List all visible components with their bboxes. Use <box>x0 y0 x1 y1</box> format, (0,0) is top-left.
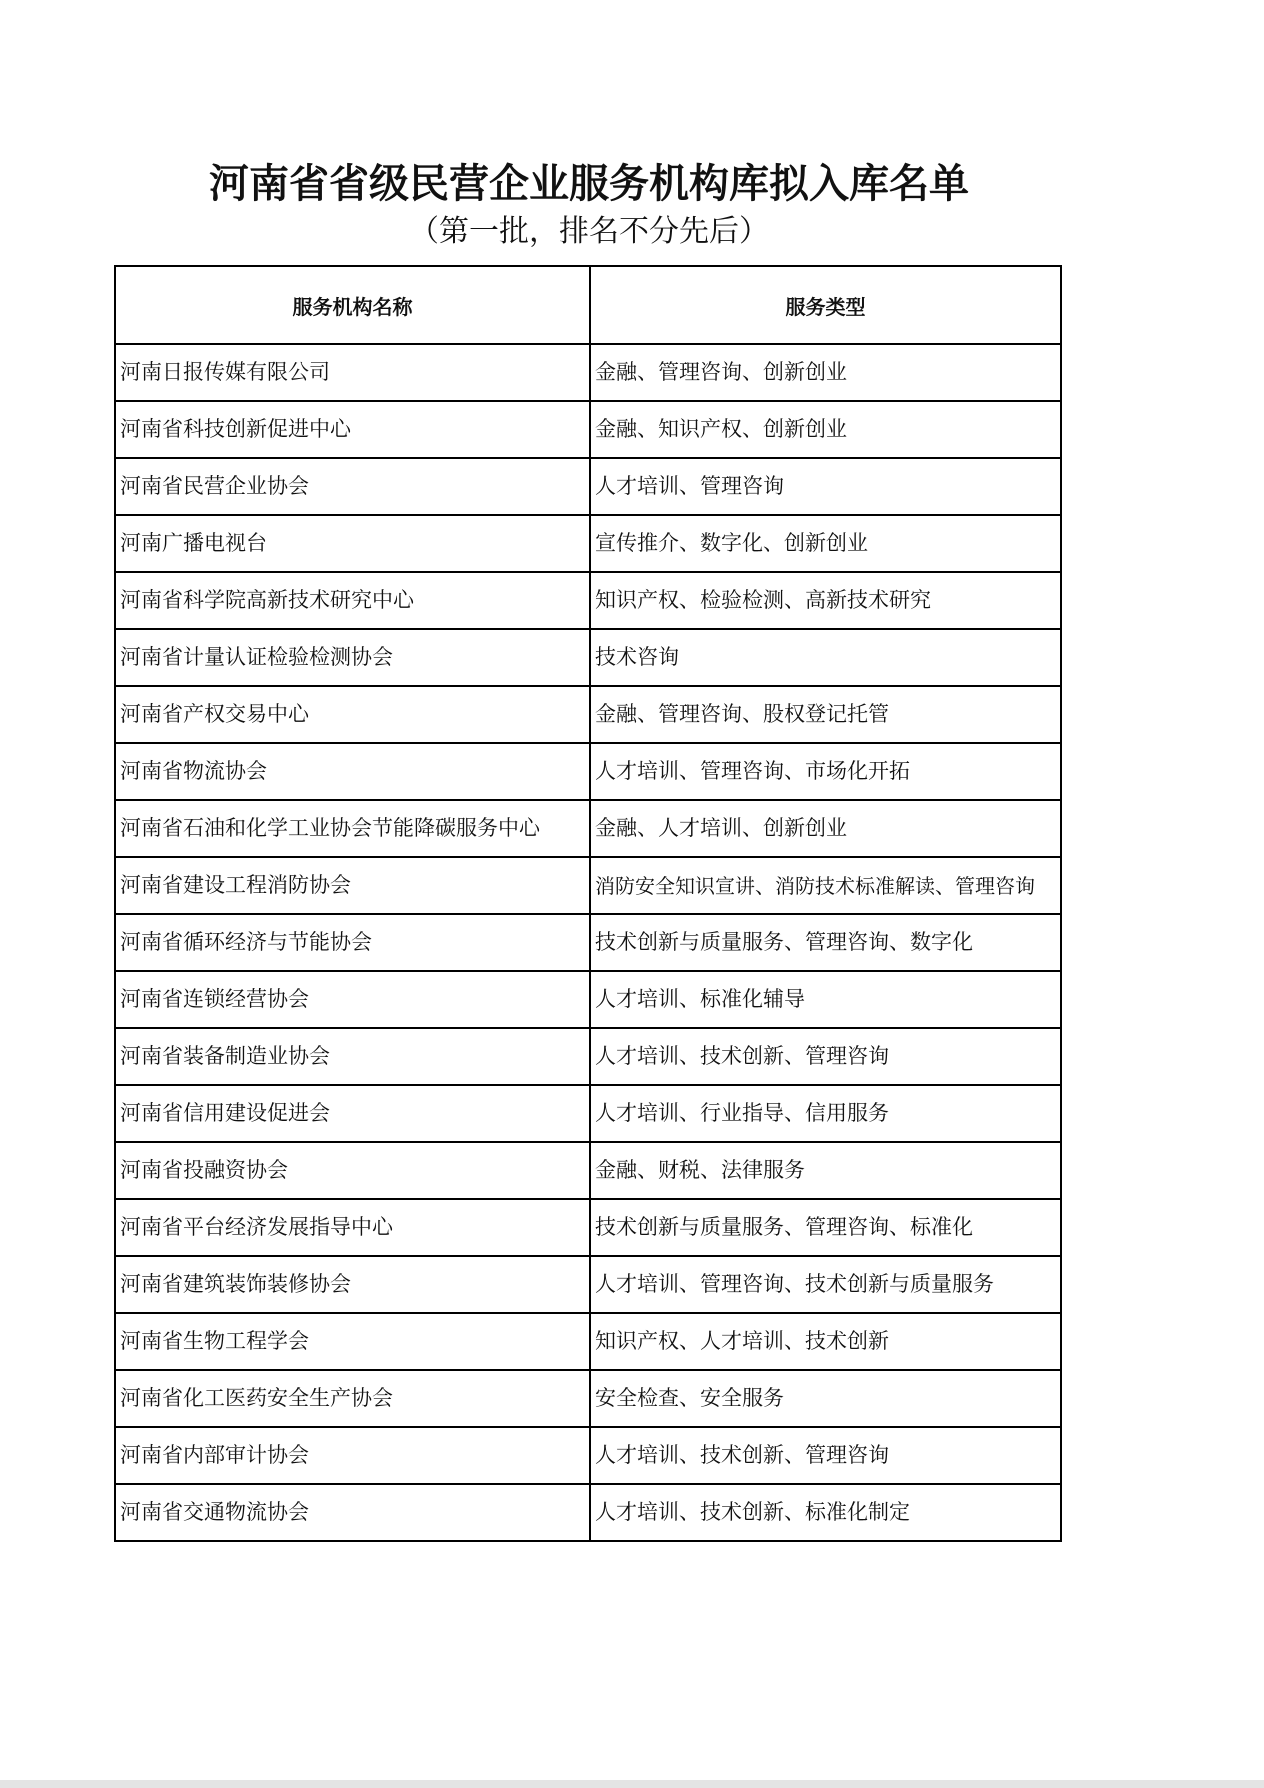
service-type-cell: 人才培训、管理咨询、市场化开拓 <box>590 743 1061 800</box>
institution-name-cell: 河南省连锁经营协会 <box>115 971 590 1028</box>
table-row <box>115 743 1061 800</box>
service-type-cell: 知识产权、人才培训、技术创新 <box>590 1313 1061 1370</box>
service-type-cell: 人才培训、管理咨询、技术创新与质量服务 <box>590 1256 1061 1313</box>
service-type-cell: 金融、知识产权、创新创业 <box>590 401 1061 458</box>
institution-name-cell: 河南省石油和化学工业协会节能降碳服务中心 <box>115 800 590 857</box>
institution-name-cell: 河南省计量认证检验检测协会 <box>115 629 590 686</box>
service-type-cell: 金融、人才培训、创新创业 <box>590 800 1061 857</box>
table-row <box>115 1427 1061 1484</box>
table-row <box>115 971 1061 1028</box>
service-type-cell: 人才培训、技术创新、管理咨询 <box>590 1028 1061 1085</box>
service-type-cell: 人才培训、标准化辅导 <box>590 971 1061 1028</box>
table-row <box>115 800 1061 857</box>
table-row <box>115 1484 1061 1541</box>
document-title: 河南省省级民营企业服务机构库拟入库名单 <box>209 161 969 207</box>
document-subtitle: （第一批，排名不分先后） <box>409 214 769 249</box>
institution-name-cell: 河南省物流协会 <box>115 743 590 800</box>
institution-name-cell: 河南广播电视台 <box>115 515 590 572</box>
institution-name-cell: 河南省交通物流协会 <box>115 1484 590 1541</box>
table-row <box>115 1085 1061 1142</box>
service-type-cell: 技术创新与质量服务、管理咨询、数字化 <box>590 914 1061 971</box>
header-institution-name: 服务机构名称 <box>115 266 590 344</box>
institution-name-cell: 河南省产权交易中心 <box>115 686 590 743</box>
service-type-cell: 金融、管理咨询、创新创业 <box>590 344 1061 401</box>
service-type-cell: 知识产权、检验检测、高新技术研究 <box>590 572 1061 629</box>
service-type-cell: 技术创新与质量服务、管理咨询、标准化 <box>590 1199 1061 1256</box>
table-header-row <box>115 266 1061 344</box>
table-row <box>115 401 1061 458</box>
table-row <box>115 1256 1061 1313</box>
table-row <box>115 629 1061 686</box>
service-type-cell: 消防安全知识宣讲、消防技术标准解读、管理咨询 <box>590 857 1061 914</box>
institution-name-cell: 河南省科技创新促进中心 <box>115 401 590 458</box>
institution-name-cell: 河南省建筑装饰装修协会 <box>115 1256 590 1313</box>
service-type-cell: 人才培训、管理咨询 <box>590 458 1061 515</box>
table-row <box>115 1028 1061 1085</box>
institution-table <box>114 265 1062 1542</box>
service-type-cell: 金融、财税、法律服务 <box>590 1142 1061 1199</box>
institution-name-cell: 河南省化工医药安全生产协会 <box>115 1370 590 1427</box>
table-row <box>115 572 1061 629</box>
service-type-cell: 金融、管理咨询、股权登记托管 <box>590 686 1061 743</box>
institution-name-cell: 河南省建设工程消防协会 <box>115 857 590 914</box>
service-type-cell: 宣传推介、数字化、创新创业 <box>590 515 1061 572</box>
table-row <box>115 1370 1061 1427</box>
table-row <box>115 458 1061 515</box>
institution-name-cell: 河南省投融资协会 <box>115 1142 590 1199</box>
service-type-cell: 技术咨询 <box>590 629 1061 686</box>
service-type-cell: 安全检查、安全服务 <box>590 1370 1061 1427</box>
institution-name-cell: 河南省循环经济与节能协会 <box>115 914 590 971</box>
table-row <box>115 914 1061 971</box>
institution-name-cell: 河南省信用建设促进会 <box>115 1085 590 1142</box>
institution-name-cell: 河南省装备制造业协会 <box>115 1028 590 1085</box>
service-type-cell: 人才培训、行业指导、信用服务 <box>590 1085 1061 1142</box>
table-body <box>115 344 1061 1541</box>
service-type-cell: 人才培训、技术创新、管理咨询 <box>590 1427 1061 1484</box>
service-type-cell: 人才培训、技术创新、标准化制定 <box>590 1484 1061 1541</box>
institution-name-cell: 河南省生物工程学会 <box>115 1313 590 1370</box>
table-row <box>115 686 1061 743</box>
table-row <box>115 1199 1061 1256</box>
page-bottom-edge <box>0 1780 1264 1788</box>
institution-name-cell: 河南省民营企业协会 <box>115 458 590 515</box>
table-row <box>115 515 1061 572</box>
table-row <box>115 1313 1061 1370</box>
header-service-type: 服务类型 <box>590 266 1061 344</box>
institution-name-cell: 河南省内部审计协会 <box>115 1427 590 1484</box>
table-row <box>115 857 1061 914</box>
institution-name-cell: 河南省平台经济发展指导中心 <box>115 1199 590 1256</box>
institution-name-cell: 河南省科学院高新技术研究中心 <box>115 572 590 629</box>
table-row <box>115 344 1061 401</box>
table-row <box>115 1142 1061 1199</box>
institution-name-cell: 河南日报传媒有限公司 <box>115 344 590 401</box>
